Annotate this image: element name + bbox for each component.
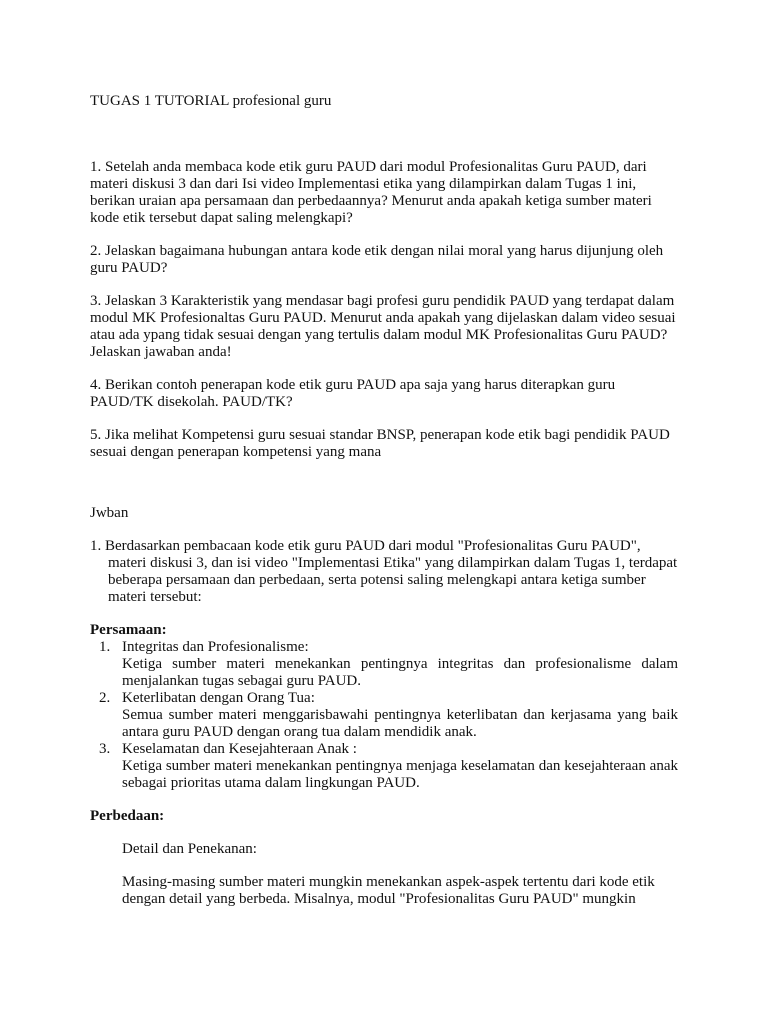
list-item-description: Semua sumber materi menggarisbawahi pentingnya keterlibatan dan kerjasama yang baik antara guru PAUD dengan orang tua dalam mendidik anak. — [122, 707, 678, 740]
answer-label: Jwban — [90, 505, 129, 521]
list-item-description: Ketiga sumber materi menekankan pentingnya menjaga keselamatan dan kesejahteraan anak sebagai prioritas utama dalam lingkungan PAUD. — [122, 758, 678, 791]
list-item-description: Ketiga sumber materi menekankan pentingnya integritas dan profesionalisme dalam menjalankan tugas sebagai guru PAUD. — [122, 656, 678, 689]
question-3: 3. Jelaskan 3 Karakteristik yang mendasar bagi profesi guru pendidik PAUD yang terdapat dalam modul MK Profesionaltas Guru PAUD. Menurut anda apakah yang dijelaskan dalam video sesuai atau ada ypang tidak sesuai dengan yang tertulis dalam modul MK Profesionalitas Guru PAUD? Jelaskan jawaban anda! — [90, 293, 676, 360]
list-item-number: 2. — [99, 690, 111, 706]
list-item-title: Keselamatan dan Kesejahteraan Anak : — [122, 741, 357, 757]
document-title: TUGAS 1 TUTORIAL profesional guru — [90, 93, 332, 109]
document-page — [90, 93, 678, 924]
similarities-heading: Persamaan: — [90, 622, 167, 638]
differences-text: Masing-masing sumber materi mungkin menekankan aspek-aspek tertentu dari kode etik dengan detail yang berbeda. Misalnya, modul "Profesionalitas Guru PAUD" mungkin — [122, 874, 655, 907]
answer-1-intro: 1. Berdasarkan pembacaan kode etik guru PAUD dari modul "Profesionalitas Guru PAUD", materi diskusi 3, dan isi video "Implementasi Etika" yang dilampirkan dalam Tugas 1, terdapat beberapa persamaan dan perbedaan, serta potensi saling melengkapi antara ketiga sumber materi tersebut: — [90, 538, 678, 605]
question-4: 4. Berikan contoh penerapan kode etik guru PAUD apa saja yang harus diterapkan guru PAUD/TK disekolah. PAUD/TK? — [90, 377, 616, 410]
differences-subheading: Detail dan Penekanan: — [122, 841, 257, 857]
similarities-list — [90, 639, 678, 792]
list-item — [90, 690, 678, 741]
list-item-number: 3. — [99, 741, 111, 757]
list-item-number: 1. — [99, 639, 111, 655]
differences-heading: Perbedaan: — [90, 808, 165, 824]
list-item — [90, 741, 678, 792]
question-1: 1. Setelah anda membaca kode etik guru PAUD dari modul Profesionalitas Guru PAUD, dari materi diskusi 3 dan dari Isi video Implementasi etika yang dilampirkan dalam Tugas 1 ini, berikan uraian apa persamaan dan perbedaannya? Menurut anda apakah ketiga sumber materi kode etik tersebut dapat saling melengkapi? — [90, 159, 652, 226]
question-list — [90, 159, 678, 461]
list-item — [90, 639, 678, 690]
question-2: 2. Jelaskan bagaimana hubungan antara kode etik dengan nilai moral yang harus dijunjung oleh guru PAUD? — [90, 243, 664, 276]
list-item-title: Keterlibatan dengan Orang Tua: — [122, 690, 315, 706]
list-item-title: Integritas dan Profesionalisme: — [122, 639, 309, 655]
question-5: 5. Jika melihat Kompetensi guru sesuai standar BNSP, penerapan kode etik bagi pendidik PAUD sesuai dengan penerapan kompetensi yang mana — [90, 427, 670, 460]
